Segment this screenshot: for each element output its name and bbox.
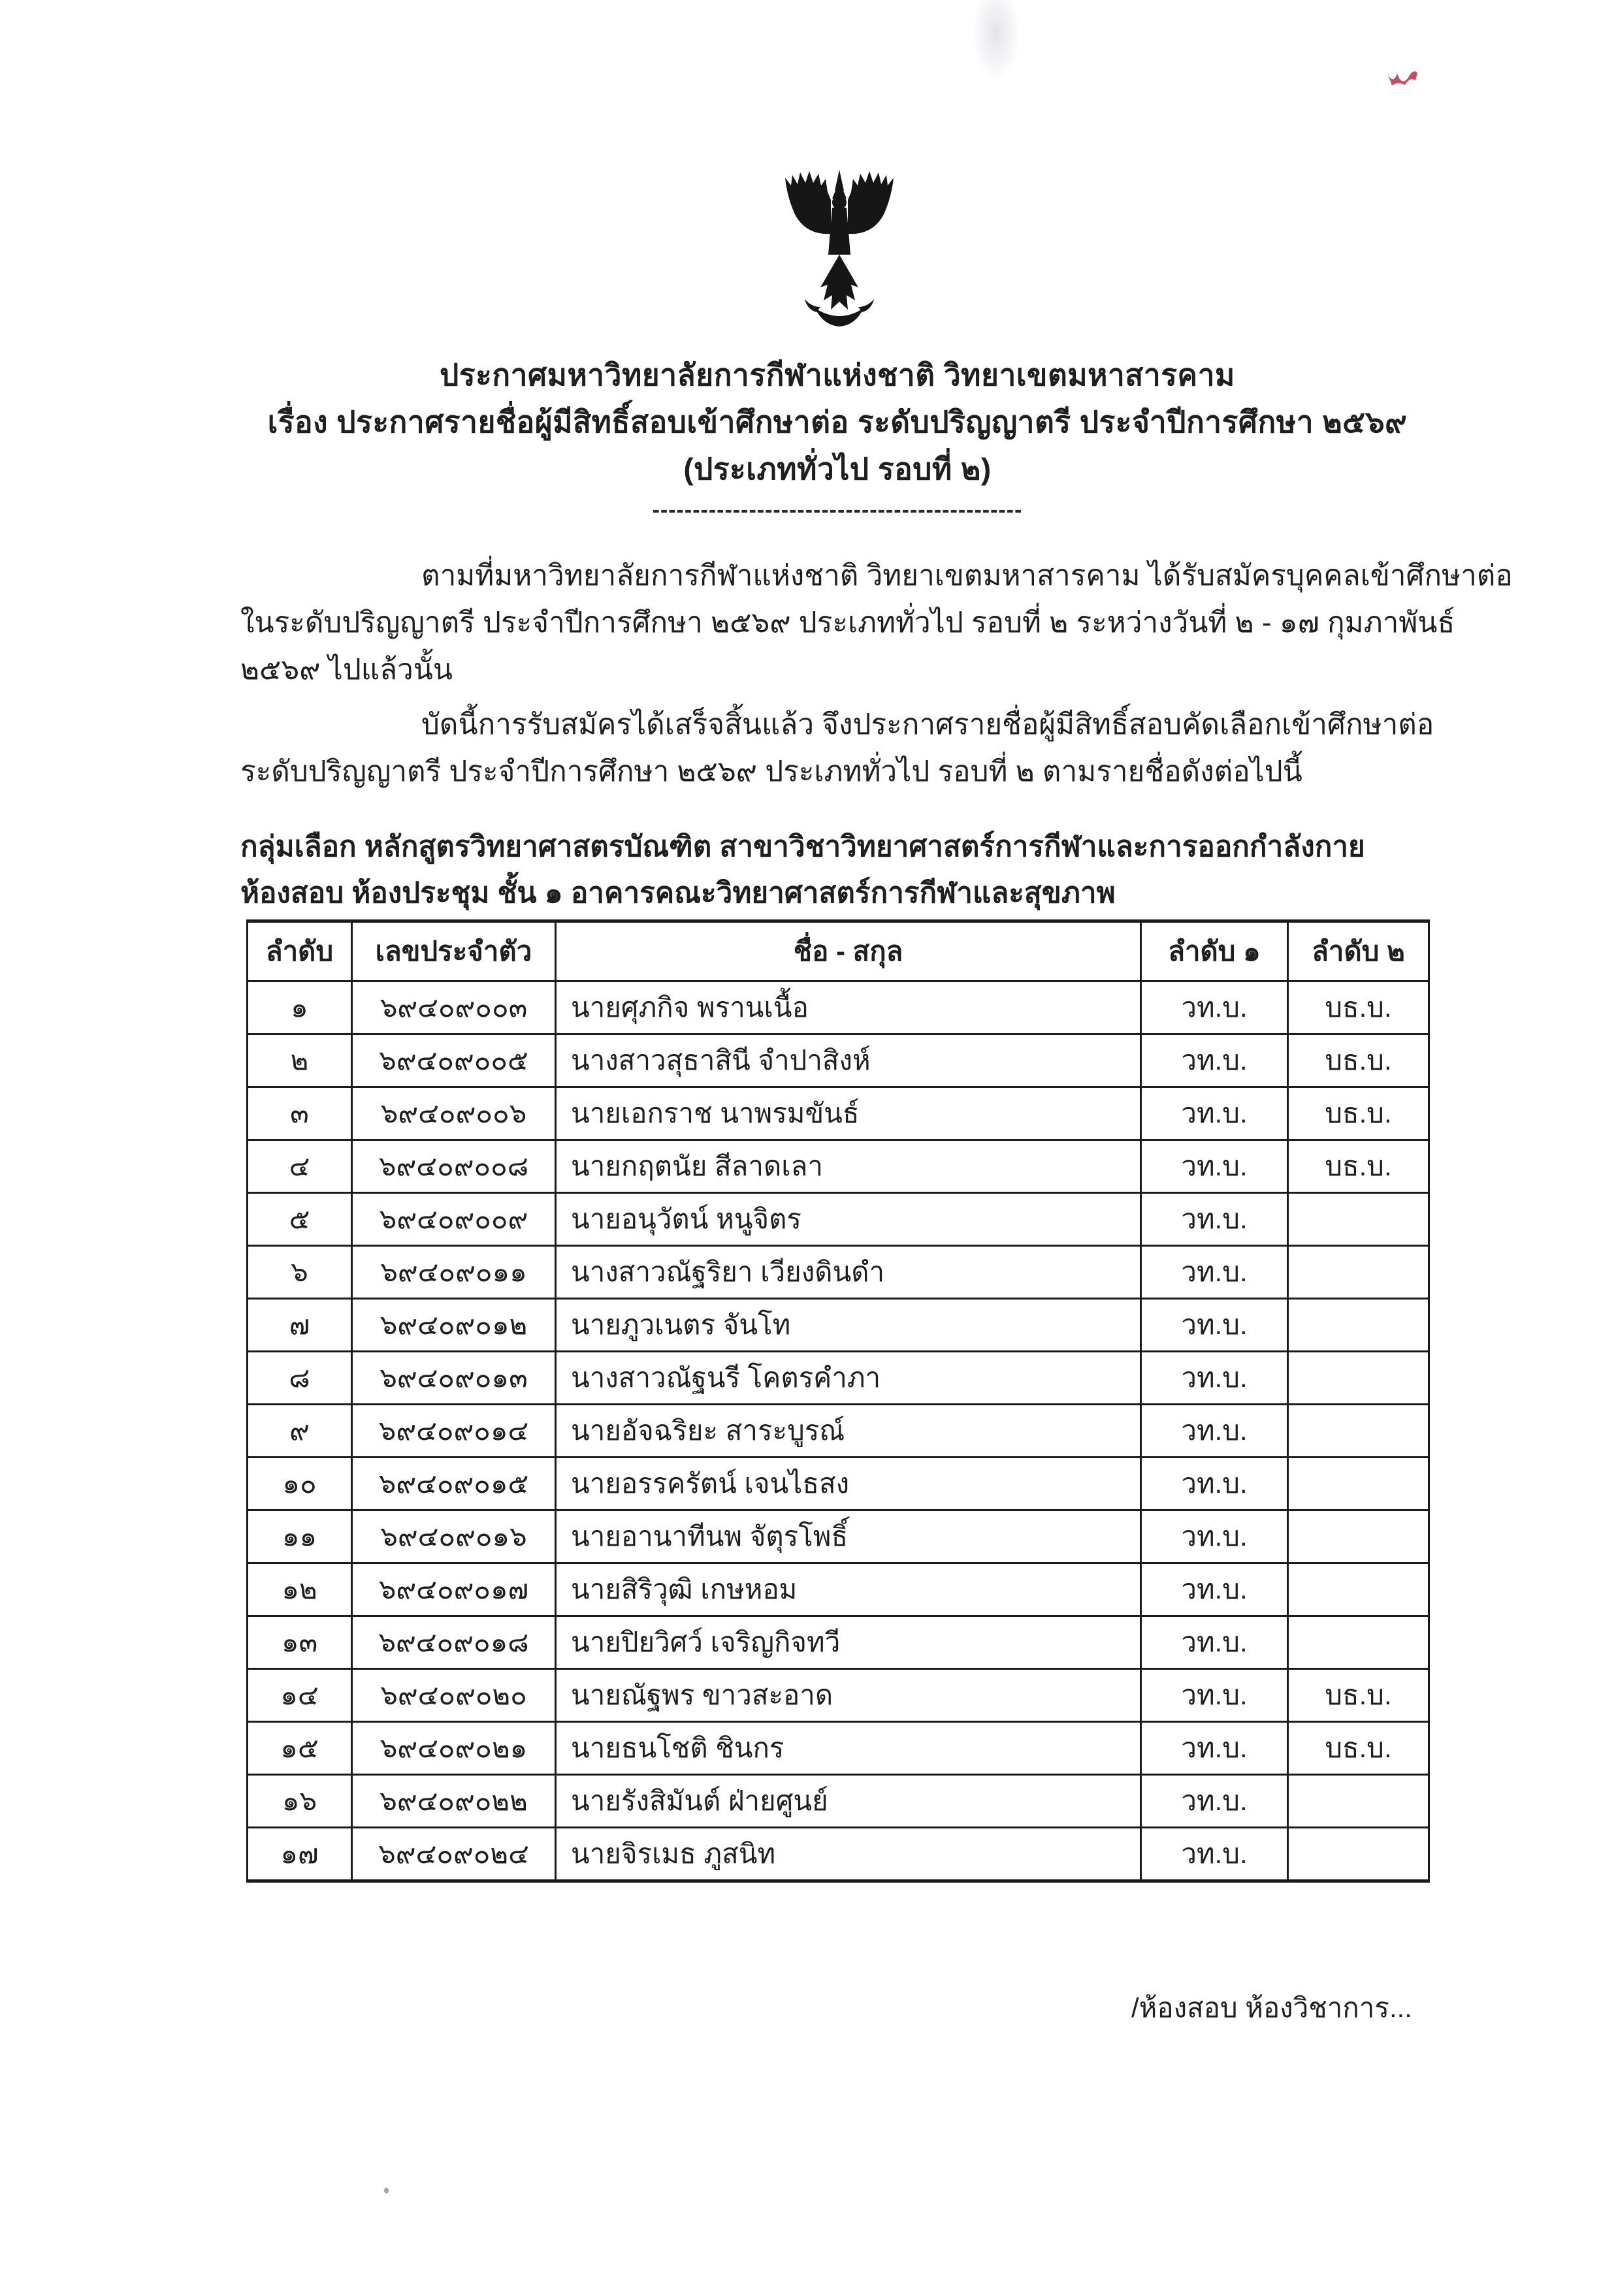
- paragraph1-line2: ในระดับปริญญาตรี ประจำปีการศึกษา ๒๕๖๙ ประเภททั่วไป รอบที่ ๒ ระหว่างวันที่ ๒ - ๑๗ กุมภาพันธ์: [240, 607, 1455, 639]
- scan-smudge: [972, 0, 1020, 82]
- table-row: [248, 1087, 1429, 1140]
- name-cell: นายอานาทีนพ จัตุรโพธิ์: [556, 1510, 1141, 1563]
- id-cell: ๖๙๔๐๙๐๒๔: [352, 1828, 556, 1881]
- id-cell: ๖๙๔๐๙๐๐๙: [352, 1193, 556, 1246]
- table-row: [248, 1616, 1429, 1669]
- seq-cell: ๑๐: [248, 1458, 352, 1510]
- red-ink-mark: [1383, 63, 1420, 93]
- id-cell: ๖๙๔๐๙๐๑๖: [352, 1510, 556, 1563]
- table-row: [248, 1563, 1429, 1616]
- seq-cell: ๑๒: [248, 1563, 352, 1616]
- id-cell: ๖๙๔๐๙๐๐๖: [352, 1087, 556, 1140]
- header-choice2: ลำดับ ๒: [1288, 921, 1429, 981]
- seq-cell: ๓: [248, 1087, 352, 1140]
- table-row: [248, 1458, 1429, 1510]
- choice1-cell: วท.บ.: [1141, 1458, 1288, 1510]
- choice2-cell: [1288, 1563, 1429, 1616]
- id-cell: ๖๙๔๐๙๐๐๓: [352, 981, 556, 1034]
- choice2-cell: [1288, 1828, 1429, 1881]
- paragraph2-line1: บัดนี้การรับสมัครได้เสร็จสิ้นแล้ว จึงประกาศรายชื่อผู้มีสิทธิ์สอบคัดเลือกเข้าศึกษาต่อ: [421, 709, 1434, 741]
- choice2-cell: บธ.บ.: [1288, 1140, 1429, 1193]
- choice1-cell: วท.บ.: [1141, 1616, 1288, 1669]
- choice2-cell: บธ.บ.: [1288, 1669, 1429, 1722]
- seq-cell: ๗: [248, 1299, 352, 1352]
- id-cell: ๖๙๔๐๙๐๒๐: [352, 1669, 556, 1722]
- choice1-cell: วท.บ.: [1141, 1246, 1288, 1299]
- paragraph1-line3: ๒๕๖๙ ไปแล้วนั้น: [240, 654, 453, 686]
- choice2-cell: บธ.บ.: [1288, 1034, 1429, 1087]
- id-cell: ๖๙๔๐๙๐๐๘: [352, 1140, 556, 1193]
- choice1-cell: วท.บ.: [1141, 1405, 1288, 1458]
- table-row: [248, 1299, 1429, 1352]
- id-cell: ๖๙๔๐๙๐๒๑: [352, 1722, 556, 1775]
- table-row: [248, 1034, 1429, 1087]
- id-cell: ๖๙๔๐๙๐๑๒: [352, 1299, 556, 1352]
- table-row: [248, 981, 1429, 1034]
- choice1-cell: วท.บ.: [1141, 1510, 1288, 1563]
- table-row: [248, 1352, 1429, 1405]
- choice1-cell: วท.บ.: [1141, 1034, 1288, 1087]
- table-row: [248, 1828, 1429, 1881]
- paragraph2-line2: ระดับปริญญาตรี ประจำปีการศึกษา ๒๕๖๙ ประเภททั่วไป รอบที่ ๒ ตามรายชื่อดังต่อไปนี้: [240, 756, 1302, 788]
- seq-cell: ๑๗: [248, 1828, 352, 1881]
- table-row: [248, 1775, 1429, 1828]
- seq-cell: ๘: [248, 1352, 352, 1405]
- header-name: ชื่อ - สกุล: [556, 921, 1141, 981]
- seq-cell: ๑๔: [248, 1669, 352, 1722]
- header-choice1: ลำดับ ๑: [1141, 921, 1288, 981]
- header-row: [248, 921, 1429, 981]
- program-group-line: กลุ่มเลือก หลักสูตรวิทยาศาสตรบัณฑิต สาขาวิชาวิทยาศาสตร์การกีฬาและการออกกำลังกาย: [240, 831, 1365, 863]
- red-ink-mark-glyph: [1383, 63, 1420, 93]
- choice1-cell: วท.บ.: [1141, 1193, 1288, 1246]
- id-cell: ๖๙๔๐๙๐๑๑: [352, 1246, 556, 1299]
- candidate-table-body: [248, 981, 1429, 1881]
- header-seq: ลำดับ: [248, 921, 352, 981]
- name-cell: นายภูวเนตร จันโท: [556, 1299, 1141, 1352]
- scan-dot: [384, 2188, 389, 2193]
- choice1-cell: วท.บ.: [1141, 981, 1288, 1034]
- name-cell: นางสาวณัฐริยา เวียงดินดำ: [556, 1246, 1141, 1299]
- subject-title-line: เรื่อง ประกาศรายชื่อผู้มีสิทธิ์สอบเข้าศึกษาต่อ ระดับปริญญาตรี ประจำปีการศึกษา ๒๕๖๙: [267, 405, 1408, 439]
- agency-title-line: ประกาศมหาวิทยาลัยการกีฬาแห่งชาติ วิทยาเขตมหาสารคาม: [440, 358, 1235, 392]
- name-cell: นางสาวสุธาสินี จำปาสิงห์: [556, 1034, 1141, 1087]
- seq-cell: ๑๕: [248, 1722, 352, 1775]
- choice1-cell: วท.บ.: [1141, 1352, 1288, 1405]
- choice1-cell: วท.บ.: [1141, 1828, 1288, 1881]
- footer-continuation-note: /ห้องสอบ ห้องวิชาการ...: [1131, 1992, 1412, 2023]
- choice2-cell: บธ.บ.: [1288, 981, 1429, 1034]
- choice1-cell: วท.บ.: [1141, 1669, 1288, 1722]
- name-cell: นายเอกราช นาพรมขันธ์: [556, 1087, 1141, 1140]
- table-row: [248, 1246, 1429, 1299]
- name-cell: นายอนุวัตน์ หนูจิตร: [556, 1193, 1141, 1246]
- name-cell: นายธนโชติ ชินกร: [556, 1722, 1141, 1775]
- seq-cell: ๙: [248, 1405, 352, 1458]
- paragraph1-line1: ตามที่มหาวิทยาลัยการกีฬาแห่งชาติ วิทยาเขตมหาสารคาม ได้รับสมัครบุคคลเข้าศึกษาต่อ: [421, 560, 1513, 592]
- header-id: เลขประจำตัว: [352, 921, 556, 981]
- name-cell: นายจิรเมธ ภูสนิท: [556, 1828, 1141, 1881]
- name-cell: นายศุภกิจ พรานเนื้อ: [556, 981, 1141, 1034]
- table-row: [248, 1193, 1429, 1246]
- name-cell: นายสิริวุฒิ เกษหอม: [556, 1563, 1141, 1616]
- choice2-cell: [1288, 1510, 1429, 1563]
- name-cell: นางสาวณัฐนรี โคตรคำภา: [556, 1352, 1141, 1405]
- choice2-cell: [1288, 1352, 1429, 1405]
- name-cell: นายณัฐพร ขาวสะอาด: [556, 1669, 1141, 1722]
- choice2-cell: บธ.บ.: [1288, 1087, 1429, 1140]
- seq-cell: ๔: [248, 1140, 352, 1193]
- candidate-table: [246, 919, 1430, 1883]
- id-cell: ๖๙๔๐๙๐๑๔: [352, 1405, 556, 1458]
- choice2-cell: บธ.บ.: [1288, 1722, 1429, 1775]
- seq-cell: ๑๑: [248, 1510, 352, 1563]
- choice2-cell: [1288, 1616, 1429, 1669]
- choice2-cell: [1288, 1193, 1429, 1246]
- seq-cell: ๑๓: [248, 1616, 352, 1669]
- id-cell: ๖๙๔๐๙๐๑๗: [352, 1563, 556, 1616]
- round-title-line: (ประเภททั่วไป รอบที่ ๒): [683, 452, 992, 486]
- choice2-cell: [1288, 1458, 1429, 1510]
- choice1-cell: วท.บ.: [1141, 1087, 1288, 1140]
- name-cell: นายอรรครัตน์ เจนไธสง: [556, 1458, 1141, 1510]
- choice2-cell: [1288, 1405, 1429, 1458]
- choice2-cell: [1288, 1299, 1429, 1352]
- name-cell: นายอัจฉริยะ สาระบูรณ์: [556, 1405, 1141, 1458]
- choice1-cell: วท.บ.: [1141, 1140, 1288, 1193]
- choice1-cell: วท.บ.: [1141, 1775, 1288, 1828]
- table-row: [248, 1405, 1429, 1458]
- table-row: [248, 1722, 1429, 1775]
- garuda-emblem: [763, 168, 916, 332]
- name-cell: นายกฤตนัย สีลาดเลา: [556, 1140, 1141, 1193]
- id-cell: ๖๙๔๐๙๐๒๒: [352, 1775, 556, 1828]
- seq-cell: ๒: [248, 1034, 352, 1087]
- choice1-cell: วท.บ.: [1141, 1299, 1288, 1352]
- table-row: [248, 1510, 1429, 1563]
- id-cell: ๖๙๔๐๙๐๑๘: [352, 1616, 556, 1669]
- seq-cell: ๑๖: [248, 1775, 352, 1828]
- choice1-cell: วท.บ.: [1141, 1563, 1288, 1616]
- seq-cell: ๑: [248, 981, 352, 1034]
- id-cell: ๖๙๔๐๙๐๑๓: [352, 1352, 556, 1405]
- seq-cell: ๕: [248, 1193, 352, 1246]
- choice1-cell: วท.บ.: [1141, 1722, 1288, 1775]
- name-cell: นายรังสิมันต์ ฝ่ายศูนย์: [556, 1775, 1141, 1828]
- choice2-cell: [1288, 1775, 1429, 1828]
- exam-room-line: ห้องสอบ ห้องประชุม ชั้น ๑ อาคารคณะวิทยาศาสตร์การกีฬาและสุขภาพ: [240, 877, 1116, 909]
- name-cell: นายปิยวิศว์ เจริญกิจทวี: [556, 1616, 1141, 1669]
- seq-cell: ๖: [248, 1246, 352, 1299]
- table-row: [248, 1140, 1429, 1193]
- id-cell: ๖๙๔๐๙๐๑๕: [352, 1458, 556, 1510]
- choice2-cell: [1288, 1246, 1429, 1299]
- table-row: [248, 1669, 1429, 1722]
- candidate-table-header: [248, 921, 1429, 981]
- id-cell: ๖๙๔๐๙๐๐๕: [352, 1034, 556, 1087]
- garuda-emblem-graphic: [763, 168, 916, 332]
- dashed-divider: ----------------------------------------------: [652, 498, 1023, 522]
